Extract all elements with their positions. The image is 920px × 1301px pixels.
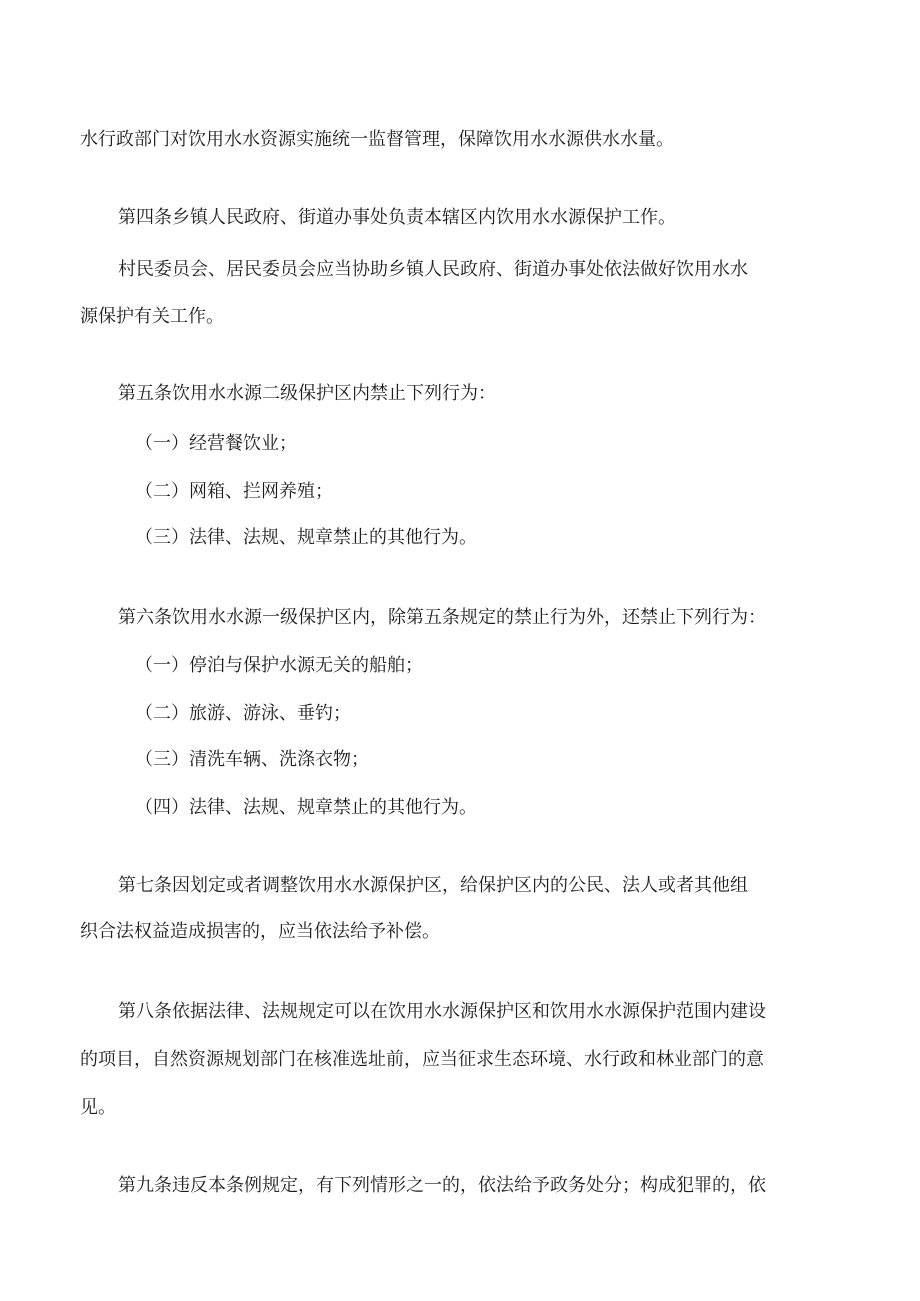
article-7-line-2: 织合法权益造成损害的，应当依法给予补偿。 (80, 921, 440, 942)
article-3-tail-line: 水行政部门对饮用水水资源实施统一监督管理，保障饮用水水源供水水量。 (80, 129, 674, 150)
article-6-item-2: （二）旅游、游泳、垂钓； (135, 703, 351, 724)
article-7-line-1: 第七条因划定或者调整饮用水水源保护区，给保护区内的公民、法人或者其他组 (118, 875, 748, 896)
article-5-heading: 第五条饮用水水源二级保护区内禁止下列行为： (118, 383, 496, 404)
article-6-heading: 第六条饮用水水源一级保护区内，除第五条规定的禁止行为外，还禁止下列行为： (118, 607, 766, 628)
article-9-line-1: 第九条违反本条例规定，有下列情形之一的，依法给予政务处分；构成犯罪的，依 (118, 1175, 766, 1196)
article-8-line-3: 见。 (80, 1097, 116, 1118)
article-6-item-1: （一）停泊与保护水源无关的船舶； (135, 655, 423, 676)
article-6-item-4: （四）法律、法规、规章禁止的其他行为。 (135, 797, 477, 818)
article-8-line-1: 第八条依据法律、法规规定可以在饮用水水源保护区和饮用水水源保护范围内建设 (118, 1001, 766, 1022)
article-4-line-2: 村民委员会、居民委员会应当协助乡镇人民政府、街道办事处依法做好饮用水水 (118, 259, 748, 280)
article-4-line-1: 第四条乡镇人民政府、街道办事处负责本辖区内饮用水水源保护工作。 (118, 207, 676, 228)
article-5-item-1: （一）经营餐饮业； (135, 433, 297, 454)
article-5-item-2: （二）网箱、拦网养殖； (135, 481, 333, 502)
article-8-line-2: 的项目，自然资源规划部门在核准选址前，应当征求生态环境、水行政和林业部门的意 (80, 1049, 764, 1070)
article-5-item-3: （三）法律、法规、规章禁止的其他行为。 (135, 527, 477, 548)
article-4-line-3: 源保护有关工作。 (80, 306, 224, 327)
article-6-item-3: （三）清洗车辆、洗涤衣物； (135, 749, 369, 770)
